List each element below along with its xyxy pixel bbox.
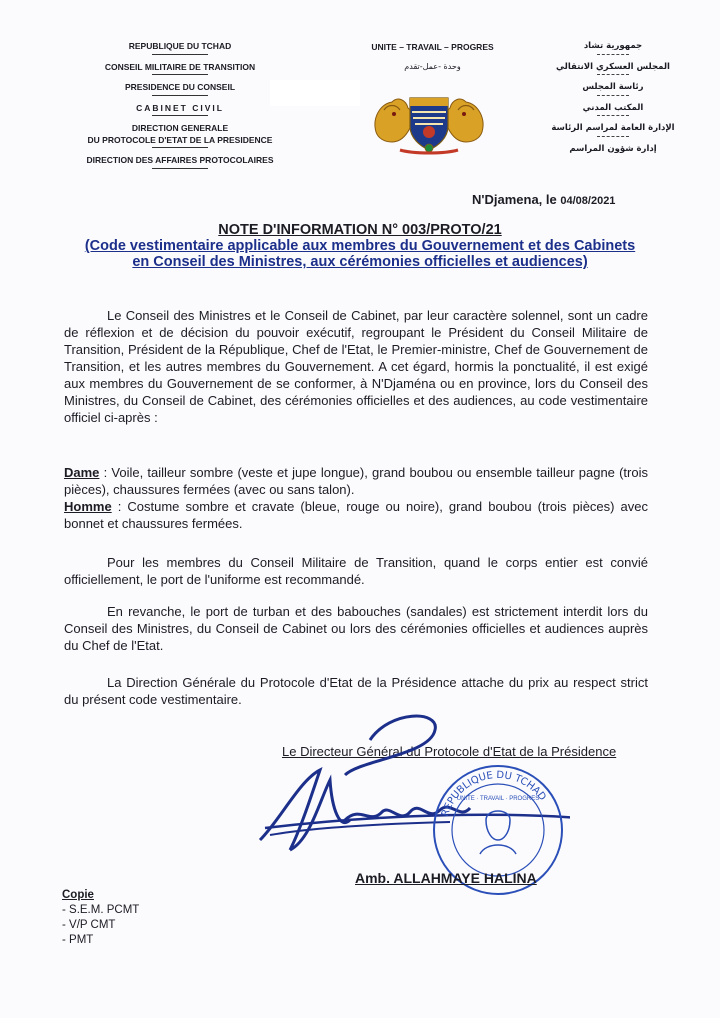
stamp-ring-text: REPUBLIQUE DU TCHAD xyxy=(439,769,548,819)
header-council: CONSEIL MILITAIRE DE TRANSITION xyxy=(104,61,256,72)
header-left xyxy=(50,42,310,177)
homme-text: : Costume sombre et cravate (bleue, rouge ou noire), grand boubou (trois pièces) avec bonnet et chaussures fermées. xyxy=(64,499,648,531)
header-divider xyxy=(152,74,208,75)
copy-item: - S.E.M. PCMT xyxy=(62,904,140,916)
header-presidency: PRESIDENCE DU CONSEIL xyxy=(124,82,236,92)
dateline-place: N'Djamena, le xyxy=(472,192,557,207)
header-ar-cabinet: المكتب المدني xyxy=(582,102,644,113)
coat-of-arms-icon xyxy=(370,92,488,156)
motto-arabic: وحدة -عمل-تقدم xyxy=(404,62,461,71)
header-divider xyxy=(597,136,629,137)
header-divider xyxy=(152,115,208,116)
header-divider xyxy=(152,147,208,148)
header-cabinet: CABINET CIVIL xyxy=(136,102,224,113)
dateline-date: 04/08/2021 xyxy=(560,195,616,207)
header-ar-presidency: رئاسة المجلس xyxy=(582,82,644,92)
copy-item: - V/P CMT xyxy=(62,919,116,931)
homme-label: Homme xyxy=(64,499,112,514)
paragraph-closing: La Direction Générale du Protocole d'Etat de la Présidence attache du prix au respect strict du présent code vestimentaire. xyxy=(64,675,648,707)
paragraph-homme xyxy=(64,498,648,532)
dateline xyxy=(472,192,615,207)
header-country: REPUBLIQUE DU TCHAD xyxy=(128,41,232,51)
copy-item: - PMT xyxy=(62,934,94,946)
header-direction-generale: DIRECTION GENERALE xyxy=(131,123,229,133)
copies-label: Copie xyxy=(62,889,94,901)
paragraph-uniform: Pour les membres du Conseil Militaire de Transition, quand le corps entier est convié officiellement, le port de l'uniforme est recommandé. xyxy=(64,555,648,587)
header-direction-affaires: DIRECTION DES AFFAIRES PROTOCOLAIRES xyxy=(86,155,274,165)
signatory-title: Le Directeur Général du Protocole d'Etat de la Présidence xyxy=(282,744,617,759)
copies-block xyxy=(62,888,139,948)
dame-text: : Voile, tailleur sombre (veste et jupe longue), grand boubou ou ensemble tailleur pagne (trois pièces), chaussures fermées (avec ou sans talon). xyxy=(64,465,648,497)
header-divider xyxy=(597,115,629,116)
paragraph-intro: Le Conseil des Ministres et le Conseil de Cabinet, par leur caractère solennel, sont un cadre de réflexion et de décision du pouvoir exécutif, regroupant le Président du Conseil Militaire de Transition, Président de la République, Chef de l'Etat, le Premier-ministre, Chef de Gouvernement de Transition, et les autres membres du Gouvernement. A cet égard, hormis la ponctualité, il est exigé aux membres du Gouvernement de se conformer, à N'Djaména ou en province, lors du Conseil des Ministres, du Conseil de Cabinet, des cérémonies officielles et des audiences, au code vestimentaire officiel ci-après : xyxy=(64,308,648,425)
motto xyxy=(355,42,510,71)
signatory-name: Amb. ALLAHMAYE HALINA xyxy=(355,870,537,886)
title-subtitle-1: (Code vestimentaire applicable aux membres du Gouvernement et des Cabinets xyxy=(84,238,636,254)
motto-text: UNITE – TRAVAIL – PROGRES xyxy=(371,42,494,52)
header-ar-affairs: إدارة شؤون المراسم xyxy=(569,143,657,154)
header-divider xyxy=(152,95,208,96)
header-ar-country: جمهورية تشاد xyxy=(583,41,643,51)
header-protocole: DU PROTOCOLE D'ETAT DE LA PRESIDENCE xyxy=(87,134,273,145)
header-divider xyxy=(597,74,629,75)
stamp-motto: UNITE · TRAVAIL · PROGRES xyxy=(456,796,540,802)
header-divider xyxy=(152,54,208,55)
header-right xyxy=(548,42,678,156)
document-title xyxy=(0,222,720,270)
title-subtitle-2: en Conseil des Ministres, aux cérémonies officielles et audiences) xyxy=(132,254,588,270)
paragraph-interdiction: En revanche, le port de turban et des babouches (sandales) est strictement interdit lors du Conseil des Ministres, du Conseil de Cabinet ou lors des cérémonies officielles et audiences auprès du Chef de l'Etat. xyxy=(64,604,648,653)
header-ar-protocol: الإدارة العامة لمراسم الرئاسة xyxy=(551,123,675,133)
header-divider xyxy=(597,95,629,96)
paragraph-dame xyxy=(64,464,648,498)
redaction-patch xyxy=(270,80,360,106)
header-ar-council: المجلس العسكري الانتقالي xyxy=(556,61,670,72)
header-divider xyxy=(152,168,208,169)
title-heading: NOTE D'INFORMATION N° 003/PROTO/21 xyxy=(218,222,502,238)
header-divider xyxy=(597,54,629,55)
dame-label: Dame xyxy=(64,465,100,480)
